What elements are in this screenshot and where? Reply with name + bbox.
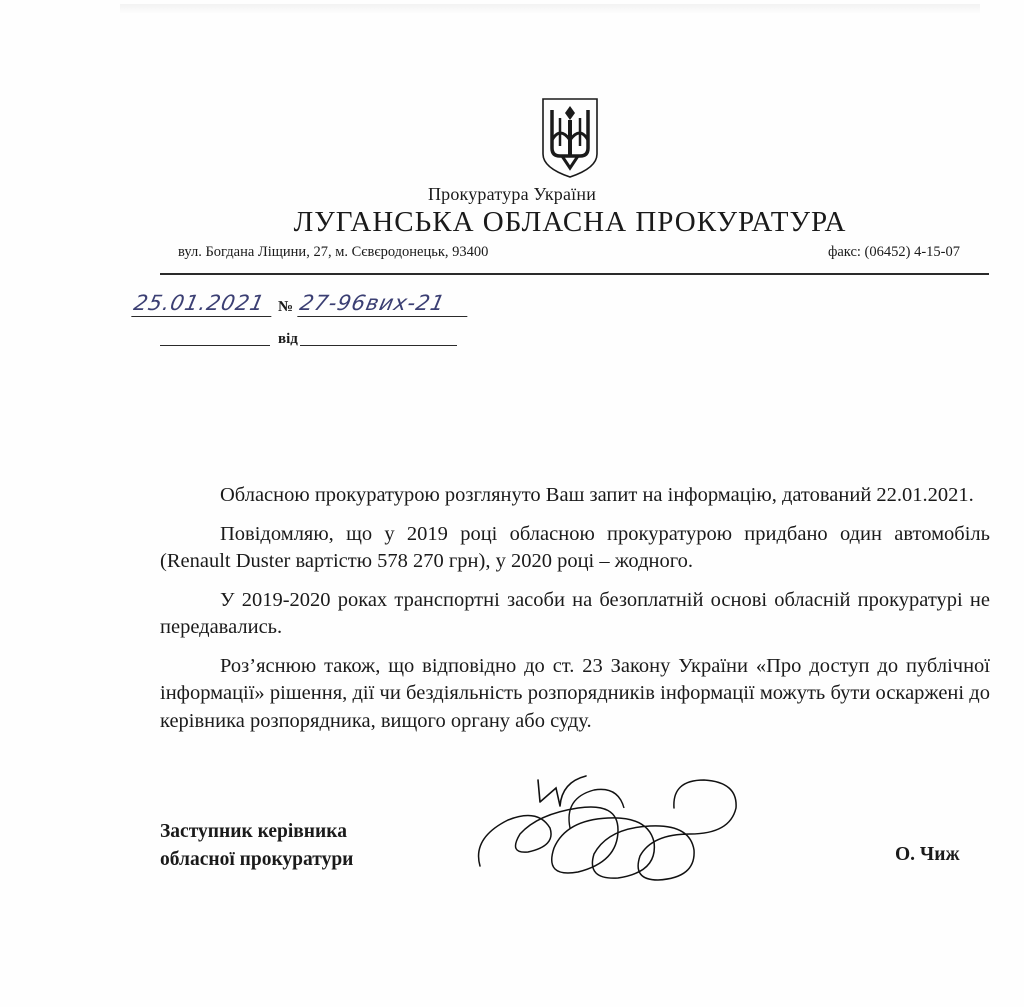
agency-fax: факс: (06452) 4-15-07 (827, 244, 960, 260)
body-paragraph: Обласною прокуратурою розглянуто Ваш запит на інформацію, датований 22.01.2021. (220, 484, 974, 506)
signer-position-line: обласної прокуратури (160, 849, 354, 870)
trident-coat-of-arms-icon (540, 96, 600, 180)
reference-date-line (300, 345, 457, 346)
agency-line: Прокуратура України (427, 184, 597, 204)
signer-name: О. Чиж (895, 844, 960, 865)
header-divider (160, 273, 989, 275)
agency-address: вул. Богдана Ліщини, 27, м. Сєвєродонецьк, 93400 (178, 244, 489, 260)
signer-position (160, 818, 480, 874)
handwritten-signature-icon (468, 768, 768, 888)
body-paragraph: Роз’яснюю також, що відповідно до ст. 23 Закону України «Про доступ до публічної інформації» рішення, дії чи бездіяльність розпорядників інформації можуть бути оскаржені до керівника розпорядника, вищого органу або суду. (160, 654, 990, 732)
reference-number-line (160, 345, 270, 346)
registration-number: 27-96вих-21 (297, 291, 473, 317)
agency-title: ЛУГАНСЬКА ОБЛАСНА ПРОКУРАТУРА (293, 206, 847, 238)
registration-row (130, 287, 530, 327)
registration-date: 25.01.2021 (131, 291, 277, 317)
body-paragraph: У 2019-2020 роках транспортні засоби на безоплатній основі обласній прокуратурі не передавались. (160, 588, 990, 638)
reference-row (160, 330, 460, 350)
registration-number-label: № (278, 299, 294, 315)
body-paragraph: Повідомляю, що у 2019 році обласною прокуратурою придбано один автомобіль (Renault Duster вартістю 578 270 грн), у 2020 році – жодного. (160, 522, 990, 572)
signer-position-line: Заступник керівника (160, 821, 347, 842)
letter-body (160, 482, 990, 746)
reference-label: від (278, 331, 298, 347)
scan-shadow (120, 4, 980, 14)
